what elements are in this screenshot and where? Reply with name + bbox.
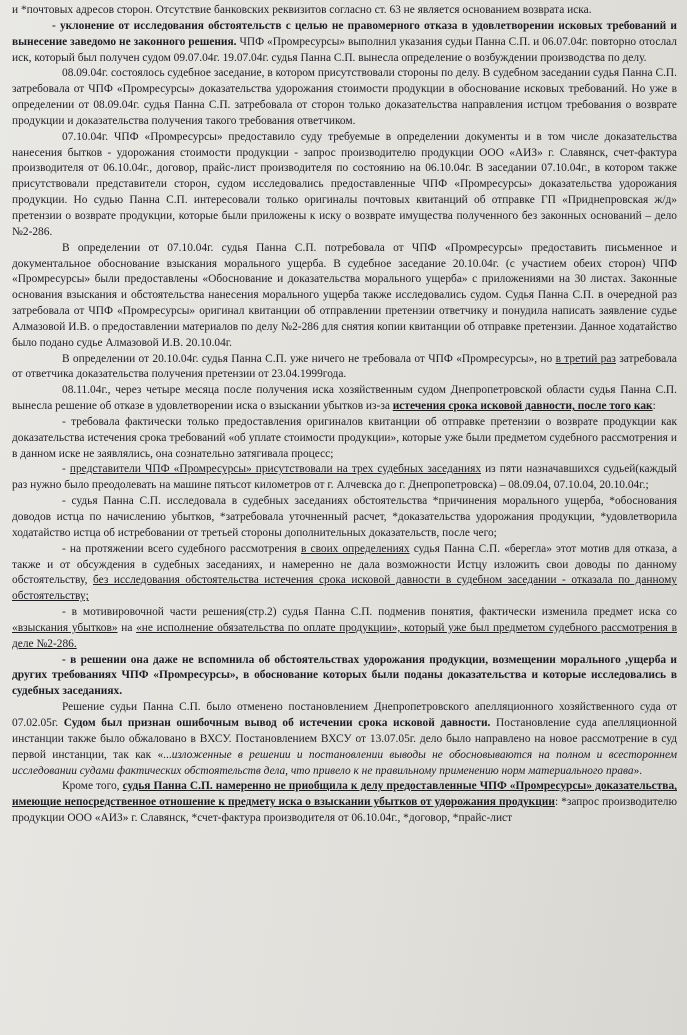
paragraph-2-rest: ЧПФ «Промресурсы» выполнил указания судьи Панна С.П. и 06.07.04г. повторно отослал иск, который был получен судом 09.07.04г. 19.07.04г. судья Панна С.П. вынесла определение о возбуждении производства по делу. bbox=[12, 35, 677, 64]
paragraph-8-b: Постановление суда апелляционной инстанции также было обжаловано в ВХСУ. Постановлением ВХСУ от 13.07.05г. дело было направлено на новое рассмотрение в суд первой инстанции, так как «... bbox=[12, 716, 677, 761]
paragraph-7 bbox=[12, 383, 677, 415]
paragraph-6-b: затребовала от ответчика доказательства получения претензии от 23.04.1999года. bbox=[12, 352, 677, 381]
underline-representatives: представители ЧПФ «Промресурсы» присутствовали на трех судебных заседаниях bbox=[69, 463, 482, 476]
bold-heading-evasion: - уклонение от исследования обстоятельств с целью не правомерного отказа в удовлетворении исковых требований и вынесение заведомо не законного решения. bbox=[12, 19, 677, 48]
bold-erroneous-conclusion: Судом был признан ошибочным вывод об истечении срока исковой давности. bbox=[63, 716, 491, 729]
paragraph-8 bbox=[12, 700, 677, 779]
list-item-3: - судья Панна С.П. исследовала в судебных заседаниях обстоятельства *причинения морального ущерба, *обоснования доводов истца по начислению убытков, *затребовала уточненный расчет, *доказательства удорожания продукции, *удовлетворила ходатайство истца об истребовании от третьей стороны дополнительных доказательств, после чего; bbox=[12, 495, 677, 539]
paragraph-9-a: Кроме того, bbox=[62, 780, 123, 793]
underline-non-fulfillment: «не исполнение обязательства по оплате продукции», который уже был предметом судебного рассмотрения в деле №2-286. bbox=[12, 621, 677, 650]
paragraph-3: 08.09.04г. состоялось судебное заседание, в котором присутствовали стороны по делу. В судебном заседании судья Панна С.П. затребовала от ЧПФ «Промресурсы» доказательства удорожания стоимости продукции в обоснование исковых требований. Но уже в определении от 08.09.04г. судья Панна С.П. затребовала от сторон только доказательства направления истцом требования о возврате продукции и доказательства получения такого требования ответчиком. bbox=[12, 67, 677, 127]
paragraph-2 bbox=[12, 19, 677, 67]
list-item-2-b: из пяти назначавшихся судьей(каждый раз нужно было преодолевать на машине пятьсот километров от г. Алчевска до г. Днепропетровска) – 08.09.04, 07.10.04, 20.10.04г.; bbox=[12, 463, 677, 492]
underline-in-rulings: в своих определениях bbox=[301, 542, 410, 555]
list-item-5-a: - в мотивировочной части решения(стр.2) судья Панна С.П. подменив понятия, фактически изменила предмет иска со bbox=[62, 606, 677, 619]
underline-damages-recovery: «взыскания убытков» bbox=[12, 621, 118, 634]
paragraph-9 bbox=[12, 779, 677, 827]
list-item-4-b: судья Панна С.П. «берегла» этот мотив для отказа, а также и от обсуждения в судебных заседаниях, и намеренно не дала возможности Истцу изложить свои доводы по данному обстоятельству, bbox=[12, 542, 678, 587]
bold-underline-evidence: судья Панна С.П. намеренно не приобщила к делу предоставленные ЧПФ «Промресурсы» доказательства, имеющие непосредственное отношение к предмету иска о взыскании убытков от удорожания продукции bbox=[12, 780, 678, 809]
paragraph-5: В определении от 07.10.04г. судья Панна С.П. потребовала от ЧПФ «Промресурсы» предоставить письменное и документальное обоснование взыскания морального ущерба. В судебное заседание 20.10.04г. (с участием обеих сторон) ЧПФ «Промресурсы» были предоставлены «Обоснование и доказательства морального ущерба» с приложениями на 30 листах. Законные основания взыскания и обстоятельства нанесения морального ущерба также исследовались судом. Судья Панна С.П. в очередной раз затребовала от ЧПФ «Промресурсы» оригинал квитанции об отправлении претензии ответчику и понудила написать заявление судье Алмазовой И.В. о предоставлении материалов по делу №2-286 для снятия копии квитанции об отправке претензии. Данное ходатайство было подано судье Алмазовой И.В. 20.10.04г. bbox=[12, 241, 677, 349]
underline-without-examination: без исследования обстоятельства истечения срока исковой давности в судебном заседании - отказала по данному обстоятельству; bbox=[12, 574, 677, 603]
list-item-4 bbox=[12, 542, 677, 605]
list-item-1: - требовала фактически только предоставления оригиналов квитанции об отправке претензии о возврате продукции как доказательства истечения срока требований «об уплате стоимости продукции», которые уже были предметом судебного рассмотрения и в данном иске не заявлялись, она сознательно затягивала процесс; bbox=[12, 415, 677, 460]
list-item-4-a: - на протяжении всего судебного рассмотрения bbox=[62, 542, 302, 555]
paragraph-7-a: 08.11.04г., через четыре месяца после получения иска хозяйственным судом Днепропетровской области судья Панна С.П. вынесла решение об отказе в удовлетворении иска о взыскании убытков из-за bbox=[12, 384, 677, 413]
italic-quote: изложенные в решении и постановлении выводы не обосновываются на полном и всестороннем исследовании судами фактических обстоятельств дела, что привело к не правильному применению норм материального права bbox=[12, 748, 677, 777]
list-item-5 bbox=[12, 605, 677, 653]
underline-third-time: в третий раз bbox=[555, 352, 616, 365]
list-item-2-a: - bbox=[62, 463, 70, 476]
paragraph-1: и *почтовых адресов сторон. Отсутствие банковских реквизитов согласно ст. 63 не является основанием возврата иска. bbox=[12, 4, 592, 16]
paragraph-6 bbox=[12, 352, 677, 384]
list-item-5-b: на bbox=[117, 621, 137, 634]
paragraph-8-c: ». bbox=[633, 764, 643, 777]
paragraph-4: 07.10.04г. ЧПФ «Промресурсы» предоставило суду требуемые в определении документы и в том числе доказательства нанесения бытков - удорожания стоимости продукции - запрос производителю продукции ООО «АИЗ» г. Славянск, счет-фактура производителя от 06.10.04г., договор, прайс-лист производителя по состоянию на 06.10.04г. В заседании 07.10.04г., в котором также присутствовали представители сторон, судом исследовались предоставленные ЧПФ «Промресурсы» доказательства удорожания продукции. Но судью Панна С.П. интересовали только оригиналы почтовых квитанций об отправке ГП «Приднепровская ж/д» претензии о возврате продукции, которые были приложены к иску о возврате имущества полученного без законных оснований – дело №2-286. bbox=[12, 130, 677, 238]
paragraph-6-a: В определении от 20.10.04г. судья Панна С.П. уже ничего не требовала от ЧПФ «Промресурсы», но bbox=[62, 352, 556, 365]
list-item-6: - в решении она даже не вспомнила об обстоятельствах удорожания продукции, возмещении морального ,ущерба и других требованиях ЧПФ «Промресурсы», в обоснование которых были поданы доказательства и которые исследовались в судебных заседаниях. bbox=[12, 653, 677, 698]
list-item-2 bbox=[12, 462, 677, 494]
paragraph-8-a: Решение судьи Панна С.П. было отменено постановлением Днепропетровского апелляционного хозяйственного суда от 07.02.05г. bbox=[12, 701, 677, 729]
paragraph-9-b: : *запрос производителю продукции ООО «АИЗ» г. Славянск, *счет-фактура производителя от 06.10.04г., *договор, *прайс-лист bbox=[12, 796, 677, 825]
bold-underline-limitation: истечения срока исковой давности, после того как bbox=[392, 400, 653, 413]
paragraph-7-b: : bbox=[652, 400, 656, 413]
